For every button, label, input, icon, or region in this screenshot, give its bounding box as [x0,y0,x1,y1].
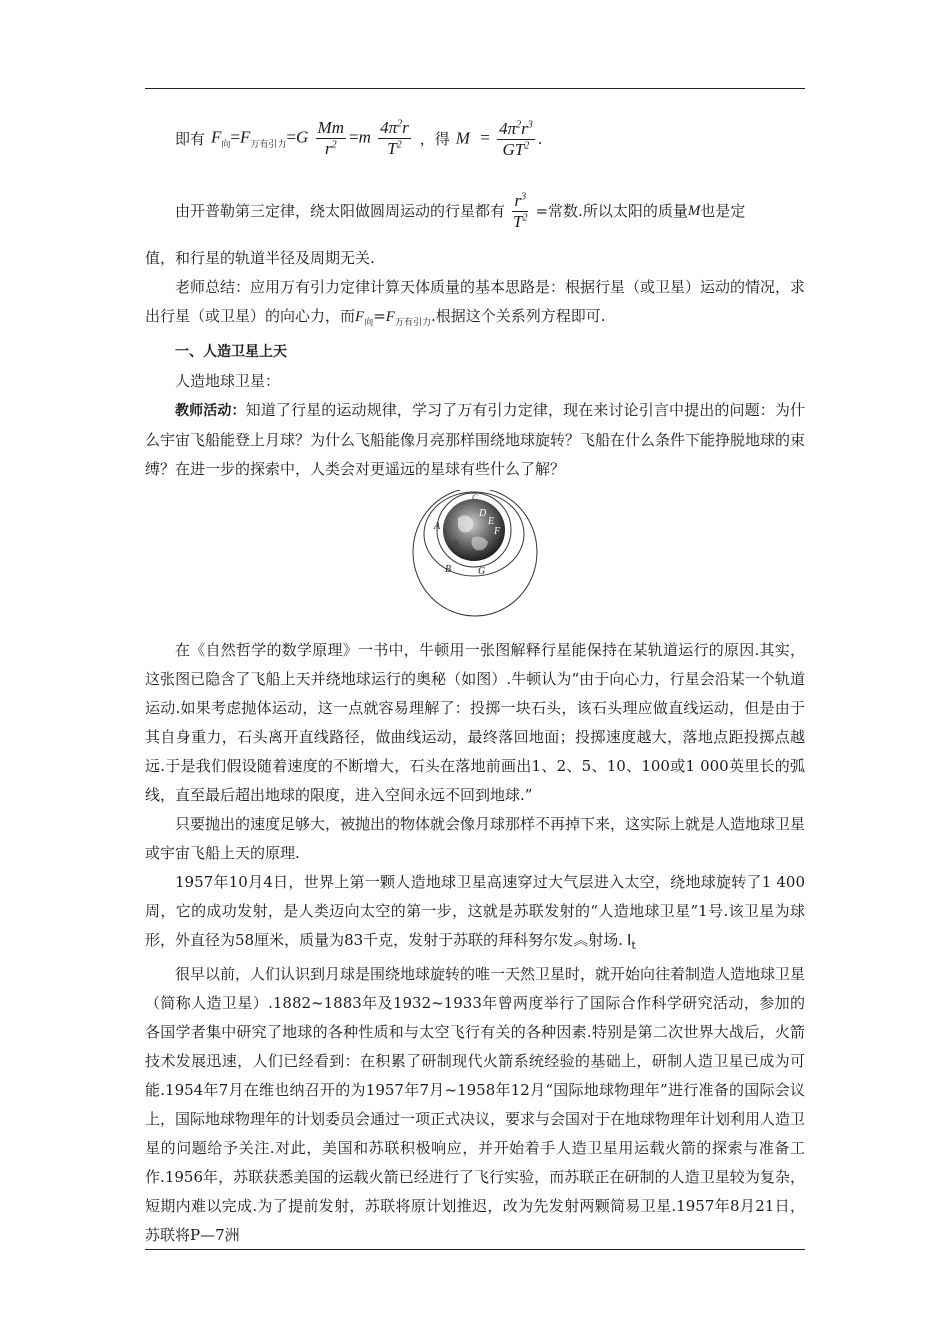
frac-4pi2r-t2 [378,118,411,159]
eq-f-gravity: F [240,127,251,147]
p1957-end: 射场. [588,931,623,949]
paragraph-summary [145,273,805,338]
label-f: F [494,526,501,537]
kepler-text-3: 也是定 [700,201,746,220]
eq-prefix: 即有 [175,129,206,148]
summary-eq: = [373,307,386,325]
kepler-r-exp: 3 [521,190,527,202]
t-exp: 2 [396,139,402,151]
eq-mass [456,119,538,160]
r-var-2: r [521,118,528,138]
summary-text-a: 老师总结：应用万有引力定律计算天体质量的基本思路是：根据行星（或卫星）运动的情况，求出行星（或卫星）的向心力，而 [145,278,806,325]
paragraph-principle: 只要抛出的速度足够大，被抛出的物体就会像月球那样不再掉下来，这实际上就是人造地球卫星或宇宙飞船上天的原理. [145,815,806,862]
kepler-num [512,191,528,212]
summary-f1: F [355,309,365,325]
frac-num-4pi2r [378,118,411,139]
kepler-text-2: =常数.所以太阳的质量 [535,201,688,220]
paragraph-newton: 在《自然哲学的数学原理》一书中，牛顿用一张图解释行星能保持在某轨道运行的原因.其实，这张图已隐含了飞船上天并绕地球运行的奥秘（如图）.牛顿认为“由于向心力，行星会沿某一个轨道运动.如果考虑抛体运动，这一点就容易理解了：投掷一块石头，该石头理应做直线运动，但是由于其自身重力，石头离开直线路径，做曲线运动，最终落回地面；投掷速度越大，落地点距投掷点越远.于是我们假设随着速度的不断增大，石头在落地前画出1、2、5、10、100或1 000英里长的弧线，直至最后超出地球的限度，进入空间永远不回到地球.” [145,641,805,804]
summary-sub1: 向 [364,318,374,328]
section-heading: 一、人造卫星上天 [175,344,287,360]
sub-heading: 人造地球卫星： [175,372,281,390]
eq-sub-xiang: 向 [221,139,231,150]
kepler-line [145,178,805,244]
label-b: B [445,564,452,575]
t-var: T [387,139,397,159]
header-rule [145,88,805,89]
label-g: G [478,566,486,577]
document-page [145,100,805,1250]
frac-mm-r2 [316,118,346,159]
eq-m: m [358,127,371,147]
paragraph-value: 值，和行星的轨道半径及周期无关. [145,249,375,267]
p1957-tail-sub: t [631,939,636,952]
frac-den-t2 [385,139,403,159]
eq-f-centripetal: F [211,127,222,147]
kepler-t-exp: 2 [522,211,528,223]
newton-orbit-figure [145,490,805,620]
label-a: A [434,521,441,532]
frac-num-mass [497,119,535,140]
r-exp: 2 [331,139,337,151]
summary-f2: F [385,309,395,325]
label-c: C [472,493,478,502]
eq-sign-1: = [230,127,241,147]
eq-period: . [537,129,543,148]
paragraph-teacher [145,396,805,484]
teacher-label: 教师活动： [175,403,246,419]
four-pi-2: 4π [499,118,517,138]
summary-text-b: .根据这个关系列方程即可. [430,307,606,325]
frac-mass [497,119,535,160]
frac-den-r2 [323,139,339,159]
pi-exp: 2 [397,118,403,130]
eq-sign-2: = [286,127,297,147]
gravity-equation [145,100,805,178]
eq-de: ，得 [419,129,450,148]
eq-g: G [296,127,309,147]
orbit-diagram [410,490,540,620]
pi-exp-2: 2 [516,118,522,130]
eq-sign-4: = [480,127,490,147]
r-var: r [402,118,409,138]
r-exp-3: 3 [527,118,533,130]
kepler-den [511,212,529,232]
summary-sub2: 万有引力 [394,318,431,328]
p1957-glyph: ︽ [573,931,589,949]
four-pi: 4π [380,118,398,138]
eq-sign-3: = [349,127,359,147]
frac-num-mm: Mm [317,118,344,138]
kepler-r: r [514,190,522,210]
paragraph-1957 [145,868,805,960]
eq-sub-wanyou: 万有引力 [250,139,287,150]
r-base: r [324,139,332,159]
kepler-m: M [687,202,701,219]
kepler-text-1: 由开普勒第三定律，绕太阳做圆周运动的行星都有 [175,201,506,220]
eq-math [211,118,414,160]
eq-big-m: M [455,127,470,147]
label-d: D [479,508,487,519]
kepler-fraction [511,191,529,232]
footer-rule [145,1249,805,1250]
p1957-tail: I [626,931,632,949]
label-e: E [488,516,495,527]
teacher-text: 知道了行星的运动规律，学习了万有引力定律，现在来讨论引言中提出的问题：为什么宇宙飞船能登上月球？为什么飞船能像月亮那样围绕地球旋转？飞船在什么条件下能挣脱地球的束缚？在进一步的探索中，人类会对更遥远的星球有些什么了解？ [145,401,806,478]
gt-var: GT [502,139,525,159]
frac-den-gt2 [501,140,532,160]
paragraph-history: 很早以前，人们认识到月球是围绕地球旋转的唯一天然卫星时，就开始向往着制造人造地球卫星（简称人造卫星）.1882~1883年及1932~1933年曾两度举行了国际合作科学研究活动，参加的各国学者集中研究了地球的各种性质和与太空飞行有关的各种因素.特别是第二次世界大战后，火箭技术发展迅速，人们已经看到：在积累了研制现代火箭系统经验的基础上，研制人造卫星已成为可能.1954年7月在维也纳召开的为1957年7月~1958年12月“国际地球物理年”进行准备的国际会议上，国际地球物理年的计划委员会通过一项正式决议，要求与会国对于在地球物理年计划利用人造卫星的问题给予关注.对此，美国和苏联积极响应，并开始着手人造卫星用运载火箭的探索与准备工作.1956年，苏联获悉美国的运载火箭已经进行了飞行实验，而苏联正在研制的人造卫星较为复杂，短期内难以完成.为了提前发射，苏联将原计划推迟，改为先发射两颗简易卫星.1957年8月21日，苏联将P—7洲 [145,965,806,1244]
p1957-text: 1957年10月4日，世界上第一颗人造地球卫星高速穿过大气层进入太空，绕地球旋转了1 400周，它的成功发射，是人类迈向太空的第一步，这就是苏联发射的“人造地球卫星”1号.该卫星为球形，外直径为58厘米，质量为83千克，发射于苏联的拜科努尔发 [145,873,805,949]
gt-exp: 2 [524,139,530,151]
kepler-t: T [513,211,523,231]
